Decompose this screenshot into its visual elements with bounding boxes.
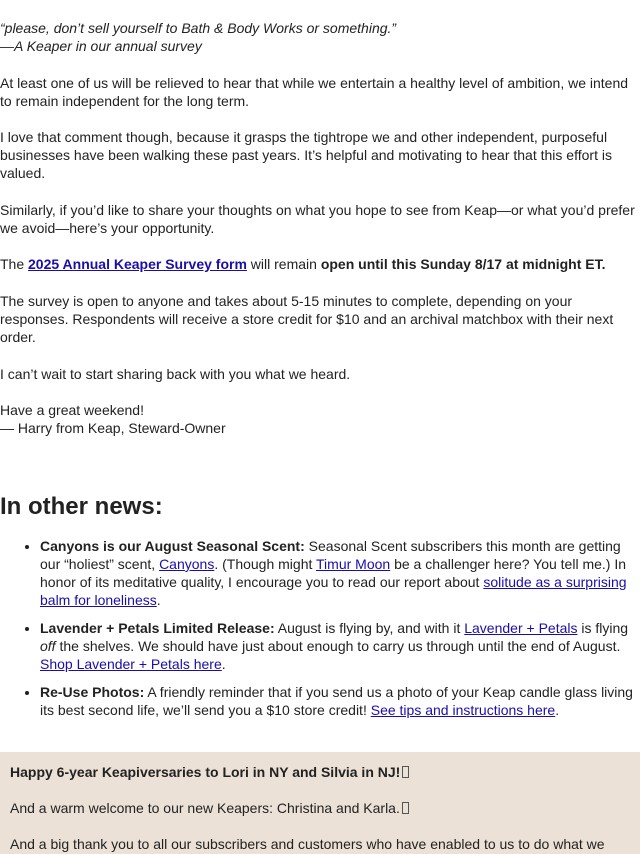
- news-item-text: August is flying by, and with it: [274, 620, 465, 636]
- keapiversary-line: [10, 763, 620, 781]
- survey-quote: [0, 19, 640, 55]
- survey-form-link[interactable]: 2025 Annual Keaper Survey form: [28, 256, 247, 272]
- signoff-greeting: Have a great weekend!: [0, 402, 144, 418]
- survey-prefix-text: The: [0, 256, 29, 272]
- emoji-icon: [402, 766, 409, 778]
- news-item-text: be a challenger here? You tell me.) In honor of its meditative quality, I encourage you to read our report about: [40, 556, 627, 590]
- quote-text: “please, don’t sell yourself to Bath & Body Works or something.”: [0, 20, 397, 36]
- survey-deadline-text: open until this Sunday 8/17 at midnight ET.: [320, 256, 606, 272]
- signoff-signature: — Harry from Keap, Steward-Owner: [0, 420, 226, 436]
- news-item-text: .: [156, 592, 161, 608]
- paragraph-share-thoughts: Similarly, if you’d like to share your thoughts on what you hope to see from Keap—or what you’d prefer we avoid—here’s your opportunity.: [0, 202, 635, 236]
- paragraph-survey-details: The survey is open to anyone and takes about 5-15 minutes to complete, depending on your responses. Respondents will receive a store credit for $10 and an archival matchbox with their next order.: [0, 293, 614, 345]
- news-item-text: the shelves. We should have just about enough to carry us through until the end of August.: [55, 638, 621, 654]
- news-item-title: Lavender + Petals Limited Release:: [40, 620, 275, 636]
- paragraph-survey-deadline: [0, 255, 638, 273]
- solitude-report-link[interactable]: solitude as a surprising balm for loneliness: [40, 574, 627, 608]
- community-footer: [0, 752, 640, 854]
- news-item-title: Re-Use Photos:: [40, 684, 145, 700]
- news-list: [0, 537, 640, 729]
- survey-mid-text: will remain: [246, 256, 321, 272]
- lavender-petals-link[interactable]: Lavender + Petals: [464, 620, 578, 636]
- news-item-text: is flying: [577, 620, 629, 636]
- news-item-text: . (Though might: [214, 556, 317, 572]
- thanks-line: And a big thank you to all our subscribers and customers who have enabled to us to do what we: [10, 836, 605, 852]
- keapiversary-text: Happy 6-year Keapiversaries to Lori in NY and Silvia in NJ!: [10, 764, 401, 780]
- reuse-tips-link[interactable]: See tips and instructions here: [370, 702, 556, 718]
- news-item-emphasis: off: [40, 638, 56, 654]
- news-item-reuse: [40, 683, 640, 719]
- paragraph-tightrope: I love that comment though, because it grasps the tightrope we and other independent, purposeful businesses have been walking these past years. It’s helpful and motivating to hear that this effort is valued.: [0, 129, 612, 181]
- signoff: [0, 401, 638, 437]
- emoji-icon: [402, 802, 409, 814]
- canyons-link[interactable]: Canyons: [159, 556, 215, 572]
- paragraph-independence: At least one of us will be relieved to hear that while we entertain a healthy level of ambition, we intend to remain independent for the long term.: [0, 75, 629, 109]
- news-item-text: .: [221, 656, 226, 672]
- shop-lavender-link[interactable]: Shop Lavender + Petals here: [40, 656, 222, 672]
- timur-moon-link[interactable]: Timur Moon: [316, 556, 391, 572]
- news-item-text: A friendly reminder that if you send us a photo of your Keap candle glass living its best second life, we’ll send you a $10 store credit!: [40, 684, 633, 718]
- welcome-text: And a warm welcome to our new Keapers: Christina and Karla.: [10, 800, 400, 816]
- news-item-canyons: [40, 537, 640, 609]
- news-item-lavender: [40, 619, 640, 673]
- paragraph-share-back: I can’t wait to start sharing back with you what we heard.: [0, 366, 351, 382]
- news-item-text: Seasonal Scent subscribers this month are getting our “holiest” scent,: [40, 538, 621, 572]
- news-heading: In other news:: [0, 493, 163, 520]
- news-item-text: .: [555, 702, 560, 718]
- quote-attribution: —A Keaper in our annual survey: [0, 38, 202, 54]
- welcome-line: [10, 799, 620, 817]
- news-item-title: Canyons is our August Seasonal Scent:: [40, 538, 305, 554]
